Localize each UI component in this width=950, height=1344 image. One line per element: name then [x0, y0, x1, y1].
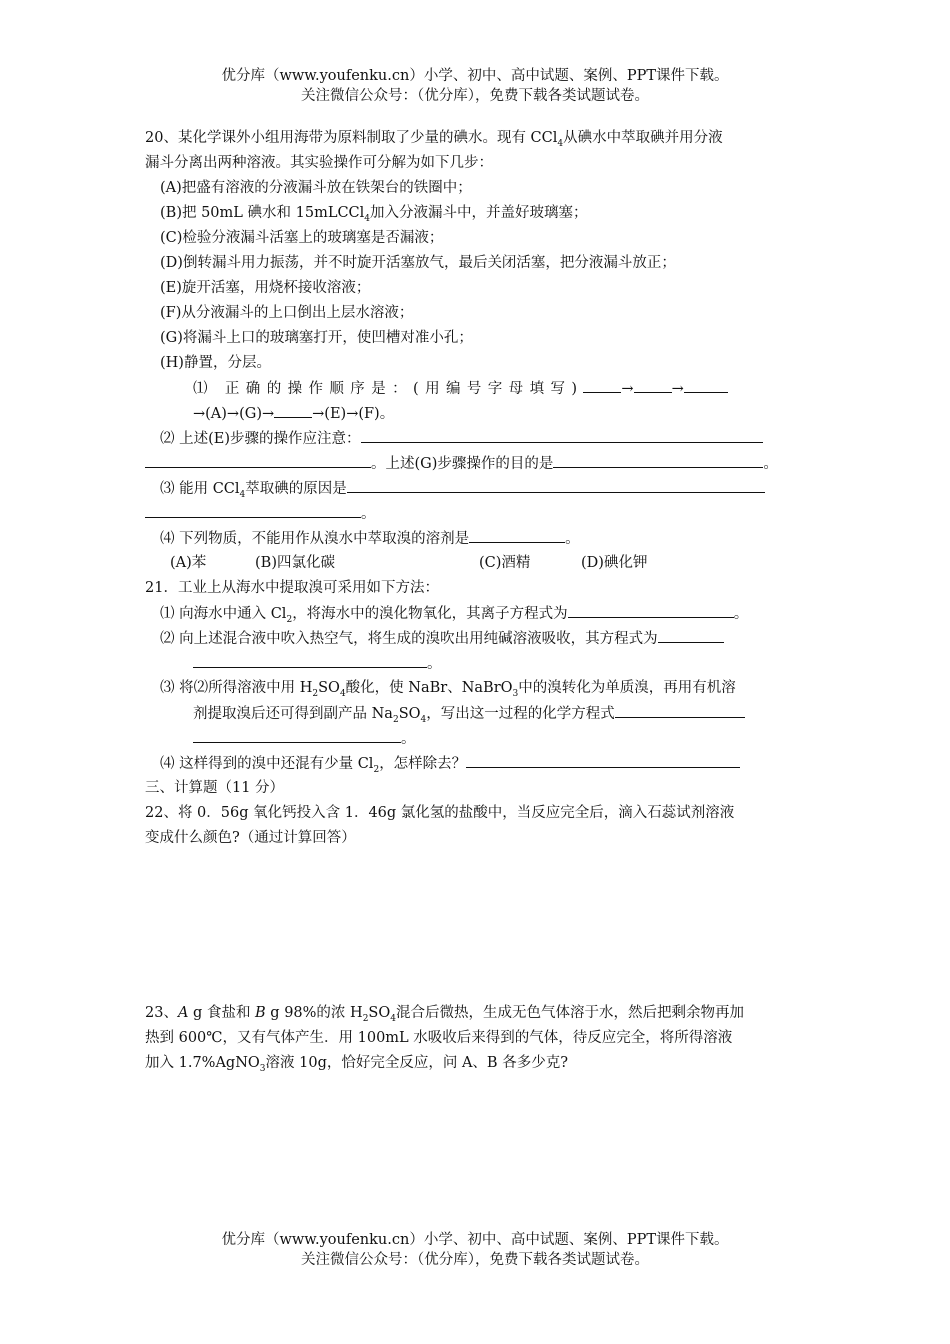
answer-blank[interactable] — [347, 478, 765, 493]
q20-step-d: (D)倒转漏斗用力振荡，并不时旋开活塞放气，最后关闭活塞，把分液漏斗放正； — [160, 255, 676, 271]
q23-line2: 热到 600℃，又有气体产生．用 100mL 水吸收后来得到的气体，待反应完全，将所得溶液 — [145, 1030, 733, 1046]
q21-intro: 21．工业上从海水中提取溴可采用如下方法： — [145, 580, 439, 596]
q20-step-e: (E)旋开活塞，用烧杯接收溶液； — [160, 280, 371, 296]
page-header-line2: 关注微信公众号：（优分库），免费下载各类试题试卷。 — [301, 88, 649, 104]
q20-option-d: (D)碘化钾 — [581, 555, 648, 571]
q23-line1: 23、A g 食盐和 B g 98%的浓 $H_2SO_4$混合后微热，生成无色气体溶于水，然后把剩余物再加 — [145, 1005, 744, 1024]
page-footer-line1: 优分库（www.youfenku.cn）小学、初中、高中试题、案例、PPT课件下载。 — [221, 1232, 729, 1248]
answer-blank[interactable] — [568, 603, 734, 618]
q20-part4: ⑷ 下列物质，不能用作从溴水中萃取溴的溶剂是 。 — [160, 528, 580, 549]
q21-part3-line2: 剂提取溴后还可得到副产品 $Na_2SO_4$，写出这一过程的化学方程式 — [193, 703, 745, 724]
answer-blank[interactable] — [684, 378, 728, 393]
section3-title: 三、计算题（11 分） — [145, 780, 285, 796]
q20-part2-line2: 。上述(G)步骤操作的目的是 。 — [145, 453, 778, 474]
answer-blank[interactable] — [553, 453, 763, 468]
answer-blank[interactable] — [658, 628, 724, 643]
q20-part3-line2: 。 — [145, 503, 376, 524]
q20-option-b: (B)四氯化碳 — [255, 555, 335, 571]
q21-part2-line1: ⑵ 向上述混合液中吹入热空气，将生成的溴吹出用纯碱溶液吸收，其方程式为 — [160, 628, 724, 649]
q21-part3-line3: 。 — [193, 728, 416, 749]
q20-option-a: (A)苯 — [170, 555, 207, 571]
q20-part2-line1: ⑵ 上述(E)步骤的操作应注意： — [160, 428, 763, 449]
q20-part1-line2: →(A)→(G)→ →(E)→(F)。 — [193, 403, 394, 424]
q22-line1: 22、将 0．56g 氧化钙投入含 1．46g 氯化氢的盐酸中，当反应完全后，滴入石蕊试剂溶液 — [145, 805, 735, 821]
q23-line3: 加入 1.7%AgNO$_3$溶液 10g，恰好完全反应，问 A、B 各多少克? — [145, 1055, 568, 1074]
q20-step-c: (C)检验分液漏斗活塞上的玻璃塞是否漏液； — [160, 230, 444, 246]
answer-blank[interactable] — [193, 728, 401, 743]
q20-intro-line2: 漏斗分离出两种溶液。其实验操作可分解为如下几步： — [145, 155, 493, 171]
answer-blank[interactable] — [469, 528, 565, 543]
q21-part4: ⑷ 这样得到的溴中还混有少量 $Cl_2$，怎样除去？ — [160, 753, 740, 774]
answer-blank[interactable] — [361, 428, 763, 443]
answer-blank[interactable] — [193, 653, 427, 668]
answer-blank[interactable] — [466, 753, 740, 768]
q21-part3-line1: ⑶ 将⑵所得溶液中用 $H_2SO_4$酸化，使 NaBr、NaBrO$_3$中的溴转化为单质溴，再用有机溶 — [160, 680, 736, 699]
answer-blank[interactable] — [583, 378, 621, 393]
page-header-line1: 优分库（www.youfenku.cn）小学、初中、高中试题、案例、PPT课件下载。 — [221, 68, 729, 84]
q20-step-h: (H)静置，分层。 — [160, 355, 271, 371]
answer-blank[interactable] — [274, 403, 312, 418]
q20-step-a: (A)把盛有溶液的分液漏斗放在铁架台的铁圈中； — [160, 180, 472, 196]
q21-part1: ⑴ 向海水中通入 $Cl_2$，将海水中的溴化物氧化，其离子方程式为 。 — [160, 603, 748, 624]
q20-option-c: (C)酒精 — [479, 555, 531, 571]
q20-part3-line1: ⑶ 能用 CCl$_4$萃取碘的原因是 — [160, 478, 765, 499]
answer-blank[interactable] — [615, 703, 745, 718]
q20-step-b: (B)把 50mL 碘水和 15mLCCl$_4$加入分液漏斗中，并盖好玻璃塞； — [160, 205, 588, 224]
q22-line2: 变成什么颜色?（通过计算回答） — [145, 830, 356, 846]
answer-blank[interactable] — [634, 378, 672, 393]
answer-blank[interactable] — [145, 453, 371, 468]
q20-part1-line1: ⑴ 正确的操作顺序是：(用编号字母填写) → → — [193, 378, 728, 399]
answer-blank[interactable] — [145, 503, 361, 518]
q20-step-g: (G)将漏斗上口的玻璃塞打开，使凹槽对准小孔； — [160, 330, 473, 346]
q20-step-f: (F)从分液漏斗的上口倒出上层水溶液； — [160, 305, 414, 321]
q20-intro-line1: 20、某化学课外小组用海带为原料制取了少量的碘水。现有 CCl$_4$从碘水中萃取碘并用分液 — [145, 130, 723, 149]
page-footer-line2: 关注微信公众号：（优分库），免费下载各类试题试卷。 — [301, 1252, 649, 1268]
q21-part2-line2: 。 — [193, 653, 442, 674]
